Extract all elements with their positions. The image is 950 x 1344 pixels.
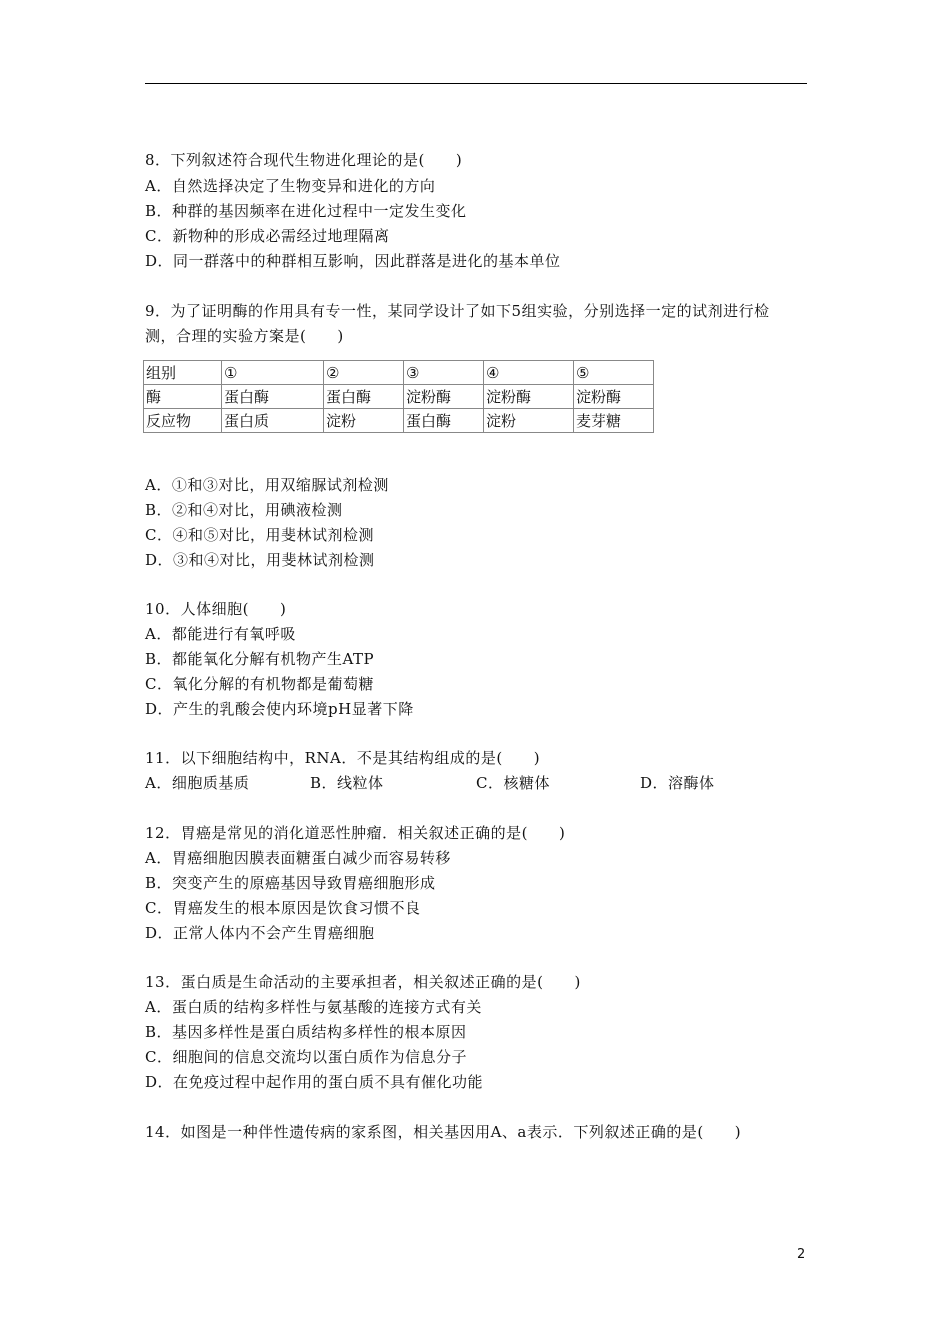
header-rule bbox=[145, 83, 807, 84]
table-cell: ④ bbox=[484, 361, 574, 385]
q13-option-b: B．基因多样性是蛋白质结构多样性的根本原因 bbox=[145, 1023, 467, 1041]
q12-option-b: B．突变产生的原癌基因导致胃癌细胞形成 bbox=[145, 874, 436, 892]
table-cell: 淀粉酶 bbox=[404, 385, 484, 409]
table-cell: 组别 bbox=[144, 361, 222, 385]
table-cell: 蛋白酶 bbox=[222, 385, 324, 409]
q11-stem: 11．以下细胞结构中，RNA．不是其结构组成的是( ) bbox=[145, 749, 541, 767]
q13-option-d: D．在免疫过程中起作用的蛋白质不具有催化功能 bbox=[145, 1073, 484, 1091]
q8-option-d: D．同一群落中的种群相互影响，因此群落是进化的基本单位 bbox=[145, 252, 561, 270]
table-cell: 淀粉 bbox=[324, 409, 404, 433]
table-row bbox=[144, 409, 654, 433]
q13-option-c: C．细胞间的信息交流均以蛋白质作为信息分子 bbox=[145, 1048, 467, 1066]
q10-option-a: A．都能进行有氧呼吸 bbox=[145, 625, 296, 643]
q13-option-a: A．蛋白质的结构多样性与氨基酸的连接方式有关 bbox=[145, 998, 482, 1016]
q12-option-a: A．胃癌细胞因膜表面糖蛋白减少而容易转移 bbox=[145, 849, 451, 867]
q9-option-c: C．④和⑤对比，用斐林试剂检测 bbox=[145, 526, 374, 544]
q10-option-b: B．都能氧化分解有机物产生ATP bbox=[145, 650, 375, 668]
table-cell: ③ bbox=[404, 361, 484, 385]
table-cell: 蛋白质 bbox=[222, 409, 324, 433]
table-cell: 酶 bbox=[144, 385, 222, 409]
table-cell: 蛋白酶 bbox=[324, 385, 404, 409]
table-cell: 淀粉酶 bbox=[484, 385, 574, 409]
q12-stem: 12．胃癌是常见的消化道恶性肿瘤．相关叙述正确的是( ) bbox=[145, 824, 566, 842]
q11-option-c: C．核糖体 bbox=[476, 774, 550, 792]
q8-option-c: C．新物种的形成必需经过地理隔离 bbox=[145, 227, 390, 245]
table-cell: 麦芽糖 bbox=[574, 409, 654, 433]
q9-stem-line2: 测，合理的实验方案是( ) bbox=[145, 327, 344, 345]
q12-option-c: C．胃癌发生的根本原因是饮食习惯不良 bbox=[145, 899, 421, 917]
q8-option-a: A．自然选择决定了生物变异和进化的方向 bbox=[145, 177, 436, 195]
table-row bbox=[144, 385, 654, 409]
q13-stem: 13．蛋白质是生命活动的主要承担者，相关叙述正确的是( ) bbox=[145, 973, 581, 991]
q9-option-d: D．③和④对比，用斐林试剂检测 bbox=[145, 551, 375, 569]
q14-stem: 14．如图是一种伴性遗传病的家系图，相关基因用A、a表示．下列叙述正确的是( ) bbox=[145, 1123, 742, 1141]
q10-option-c: C．氧化分解的有机物都是葡萄糖 bbox=[145, 675, 374, 693]
table-cell: 反应物 bbox=[144, 409, 222, 433]
table-cell: 蛋白酶 bbox=[404, 409, 484, 433]
q9-option-b: B．②和④对比，用碘液检测 bbox=[145, 501, 343, 519]
q10-option-d: D．产生的乳酸会使内环境pH显著下降 bbox=[145, 700, 414, 718]
table-row bbox=[144, 361, 654, 385]
q11-option-d: D．溶酶体 bbox=[640, 774, 715, 792]
q12-option-d: D．正常人体内不会产生胃癌细胞 bbox=[145, 924, 375, 942]
table-cell: 淀粉 bbox=[484, 409, 574, 433]
experiment-table bbox=[143, 360, 654, 433]
table-cell: 淀粉酶 bbox=[574, 385, 654, 409]
q9-stem-line1: 9．为了证明酶的作用具有专一性，某同学设计了如下5组实验，分别选择一定的试剂进行检 bbox=[145, 302, 770, 320]
table-cell: ② bbox=[324, 361, 404, 385]
q8-stem: 8．下列叙述符合现代生物进化理论的是( ) bbox=[145, 151, 463, 169]
page-number: 2 bbox=[797, 1247, 806, 1262]
q10-stem: 10．人体细胞( ) bbox=[145, 600, 287, 618]
table-cell: ① bbox=[222, 361, 324, 385]
q11-option-a: A．细胞质基质 bbox=[145, 774, 250, 792]
q9-option-a: A．①和③对比，用双缩脲试剂检测 bbox=[145, 476, 389, 494]
q8-option-b: B．种群的基因频率在进化过程中一定发生变化 bbox=[145, 202, 467, 220]
table-cell: ⑤ bbox=[574, 361, 654, 385]
q11-option-b: B．线粒体 bbox=[310, 774, 384, 792]
